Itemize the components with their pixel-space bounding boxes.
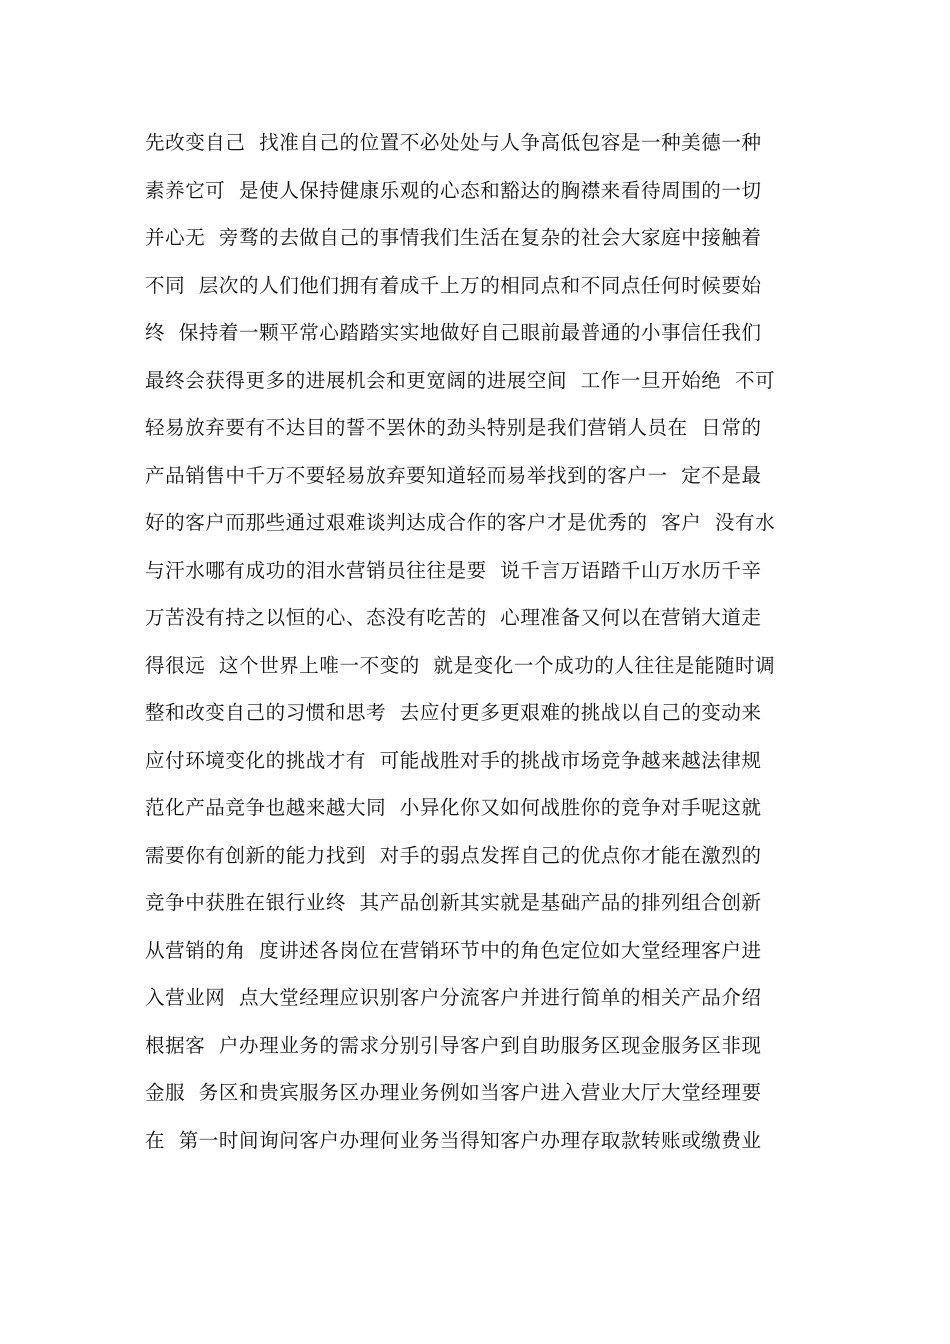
text-line-22: 在 第一时间询问客户办理何业务当得知客户办理存取款转账或缴费业 xyxy=(145,1128,762,1152)
text-line-4: 不同 层次的人们他们拥有着成千上万的相同点和不同点任何时候要始 xyxy=(145,273,762,297)
text-line-19: 入营业网 点大堂经理应识别客户分流客户并进行简单的相关产品介绍 xyxy=(145,986,762,1009)
text-line-5: 终 保持着一颗平常心踏踏实实地做好自己眼前最普通的小事信任我们 xyxy=(145,321,762,344)
text-line-13: 整和改变自己的习惯和思考 去应付更多更艰难的挑战以自己的变动来 xyxy=(145,701,762,724)
body-text xyxy=(145,119,825,1164)
text-line-15: 范化产品竞争也越来越大同 小异化你又如何战胜你的竞争对手呢这就 xyxy=(145,796,762,819)
text-line-21: 金服 务区和贵宾服务区办理业务例如当客户进入营业大厅大堂经理要 xyxy=(145,1081,762,1104)
text-line-2: 素养它可 是使人保持健康乐观的心态和豁达的胸襟来看待周围的一切 xyxy=(145,178,762,202)
text-line-17: 竞争中获胜在银行业终 其产品创新其实就是基础产品的排列组合创新 xyxy=(145,891,762,914)
text-line-8: 产品销售中千万不要轻易放弃要知道轻而易举找到的客户一 定不是最 xyxy=(145,463,762,487)
text-line-10: 与汗水哪有成功的泪水营销员往往是要 说千言万语踏千山万水历千辛 xyxy=(145,558,762,582)
text-line-14: 应付环境变化的挑战才有 可能战胜对手的挑战市场竞争越来越法律规 xyxy=(145,748,762,772)
text-line-7: 轻易放弃要有不达目的誓不罢休的劲头特别是我们营销人员在 日常的 xyxy=(145,416,762,439)
text-line-18: 从营销的角 度讲述各岗位在营销环节中的角色定位如大堂经理客户进 xyxy=(145,938,762,962)
text-line-16: 需要你有创新的能力找到 对手的弱点发挥自己的优点你才能在激烈的 xyxy=(145,843,762,867)
text-line-11: 万苦没有持之以恒的心、态没有吃苦的 心理准备又何以在营销大道走 xyxy=(145,606,762,629)
text-line-3: 并心无 旁骛的去做自己的事情我们生活在复杂的社会大家庭中接触着 xyxy=(145,226,762,249)
text-line-6: 最终会获得更多的进展机会和更宽阔的进展空间 工作一旦开始绝 不可 xyxy=(145,368,776,392)
text-line-20: 根据客 户办理业务的需求分别引导客户到自助服务区现金服务区非现 xyxy=(145,1033,762,1057)
text-line-12: 得很远 这个世界上唯一不变的 就是变化一个成功的人往往是能随时调 xyxy=(145,653,776,677)
text-line-1: 先改变自己 找准自己的位置不必处处与人争高低包容是一种美德一种 xyxy=(145,131,762,154)
text-line-9: 好的客户而那些通过艰难谈判达成合作的客户才是优秀的 客户 没有水 xyxy=(145,511,776,534)
